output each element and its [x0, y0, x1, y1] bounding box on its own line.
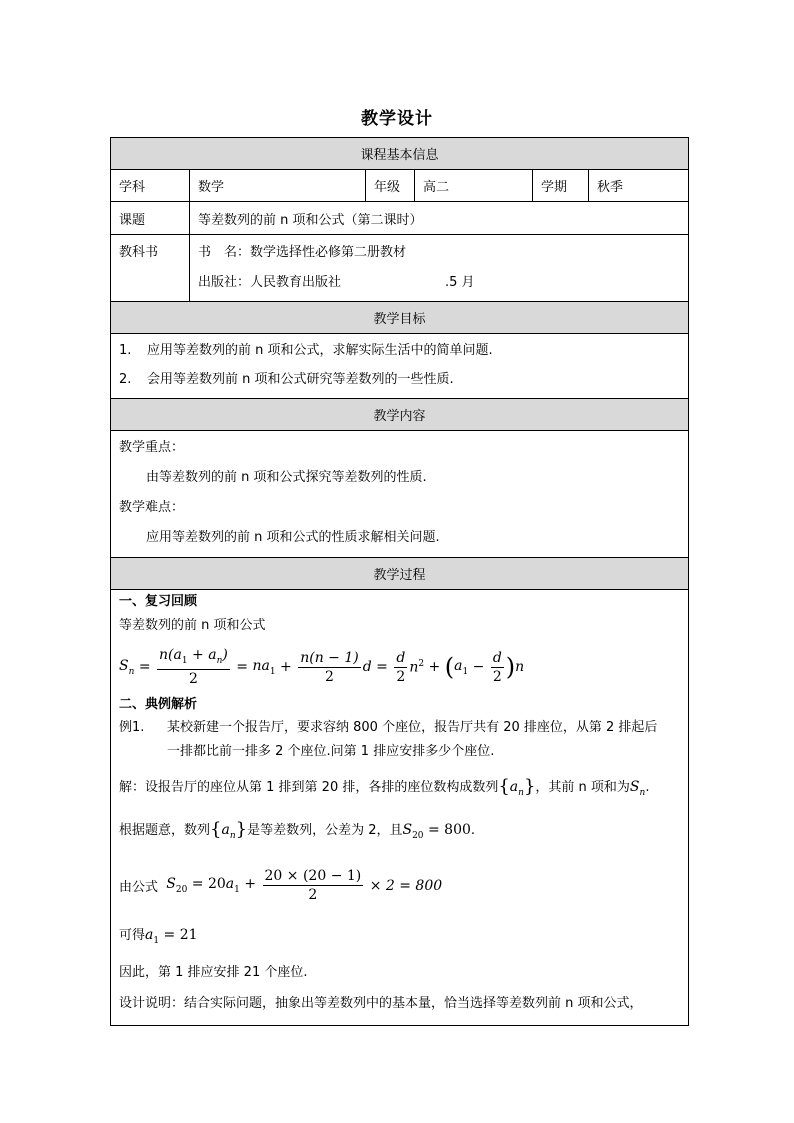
design-note: 设计说明：结合实际问题，抽象出等差数列中的基本量，恰当选择等差数列前 n 项和公式，	[119, 996, 643, 1012]
key-text: 由等差数列的前 n 项和公式探究等差数列的性质.	[146, 470, 427, 485]
difficult-text: 应用等差数列的前 n 项和公式的性质求解相关问题.	[146, 530, 440, 545]
topic-label: 课题	[111, 202, 190, 235]
term-label: 学期	[533, 170, 589, 202]
example-formula: 由公式 $S_{20} = 20a_1$ + $\frac{20 \times (20 - 1)}{2}$ × 2 = 800	[119, 868, 443, 904]
example-line-2: 一排都比前一排多 2 个座位.问第 1 排应安排多少个座位.	[167, 744, 495, 759]
book-name: 书 名：数学选择性必修第二册教材	[198, 245, 407, 260]
process-cell	[111, 590, 689, 1026]
subject-label: 学科	[111, 170, 190, 202]
content-cell	[111, 431, 689, 558]
subject-value: 数学	[190, 170, 366, 202]
example-line-1: 例1. 某校新建一个报告厅，要求容纳 800 个座位，报告厅共有 20 排座位，从第 2 排起后	[119, 716, 680, 740]
result-line: 可得$a_1 = 21$	[119, 926, 198, 946]
examples-heading: 二、典例解析	[119, 697, 198, 712]
publisher-line	[198, 268, 680, 298]
goals-cell	[111, 334, 689, 399]
textbook-label: 教科书	[111, 235, 190, 302]
sum-formula: $S_n$ = $\frac{n(a_1 + a_n)}{2}$ = $na_1$ + $\frac{n(n - 1)}{2}$ d = $\frac{d}{2}$ $n^2$ + ( $a_1$ − $\frac{d}{2}$ ) n	[119, 646, 525, 688]
section-goals: 教学目标	[111, 302, 689, 334]
section-content: 教学内容	[111, 399, 689, 431]
grade-label: 年级	[366, 170, 415, 202]
section-process: 教学过程	[111, 558, 689, 590]
according-line: 根据题意，数列$\{a_n\}$是等差数列，公差为 2，且$S_{20} = 800$.	[119, 818, 476, 841]
review-heading: 一、复习回顾	[119, 594, 198, 609]
term-value: 秋季	[589, 170, 689, 202]
goal-item: 1. 应用等差数列的前 n 项和公式，求解实际生活中的简单问题.	[119, 343, 493, 358]
textbook-info	[190, 235, 689, 302]
publisher: 出版社：人民教育出版社	[198, 275, 342, 290]
solution-line: 解：设报告厅的座位从第 1 排到第 20 排，各排的座位数构成数列$\{a_n\}$，其前 n 项和为$S_n$.	[119, 776, 650, 798]
section-basic-info: 课程基本信息	[111, 138, 689, 170]
document-title: 教学设计	[361, 109, 433, 129]
key-label: 教学重点：	[119, 440, 185, 455]
conclusion: 因此，第 1 排应安排 21 个座位.	[119, 965, 308, 981]
goal-item: 2. 会用等差数列前 n 项和公式研究等差数列的一些性质.	[119, 372, 454, 387]
review-text: 等差数列的前 n 项和公式	[119, 618, 266, 633]
lesson-plan-table	[110, 137, 689, 1026]
topic-value: 等差数列的前 n 项和公式（第二课时）	[190, 202, 689, 235]
difficult-label: 教学难点：	[119, 500, 185, 515]
example-label: 例1.	[119, 720, 145, 735]
grade-value: 高二	[415, 170, 533, 202]
edition: .5 月	[445, 275, 475, 290]
